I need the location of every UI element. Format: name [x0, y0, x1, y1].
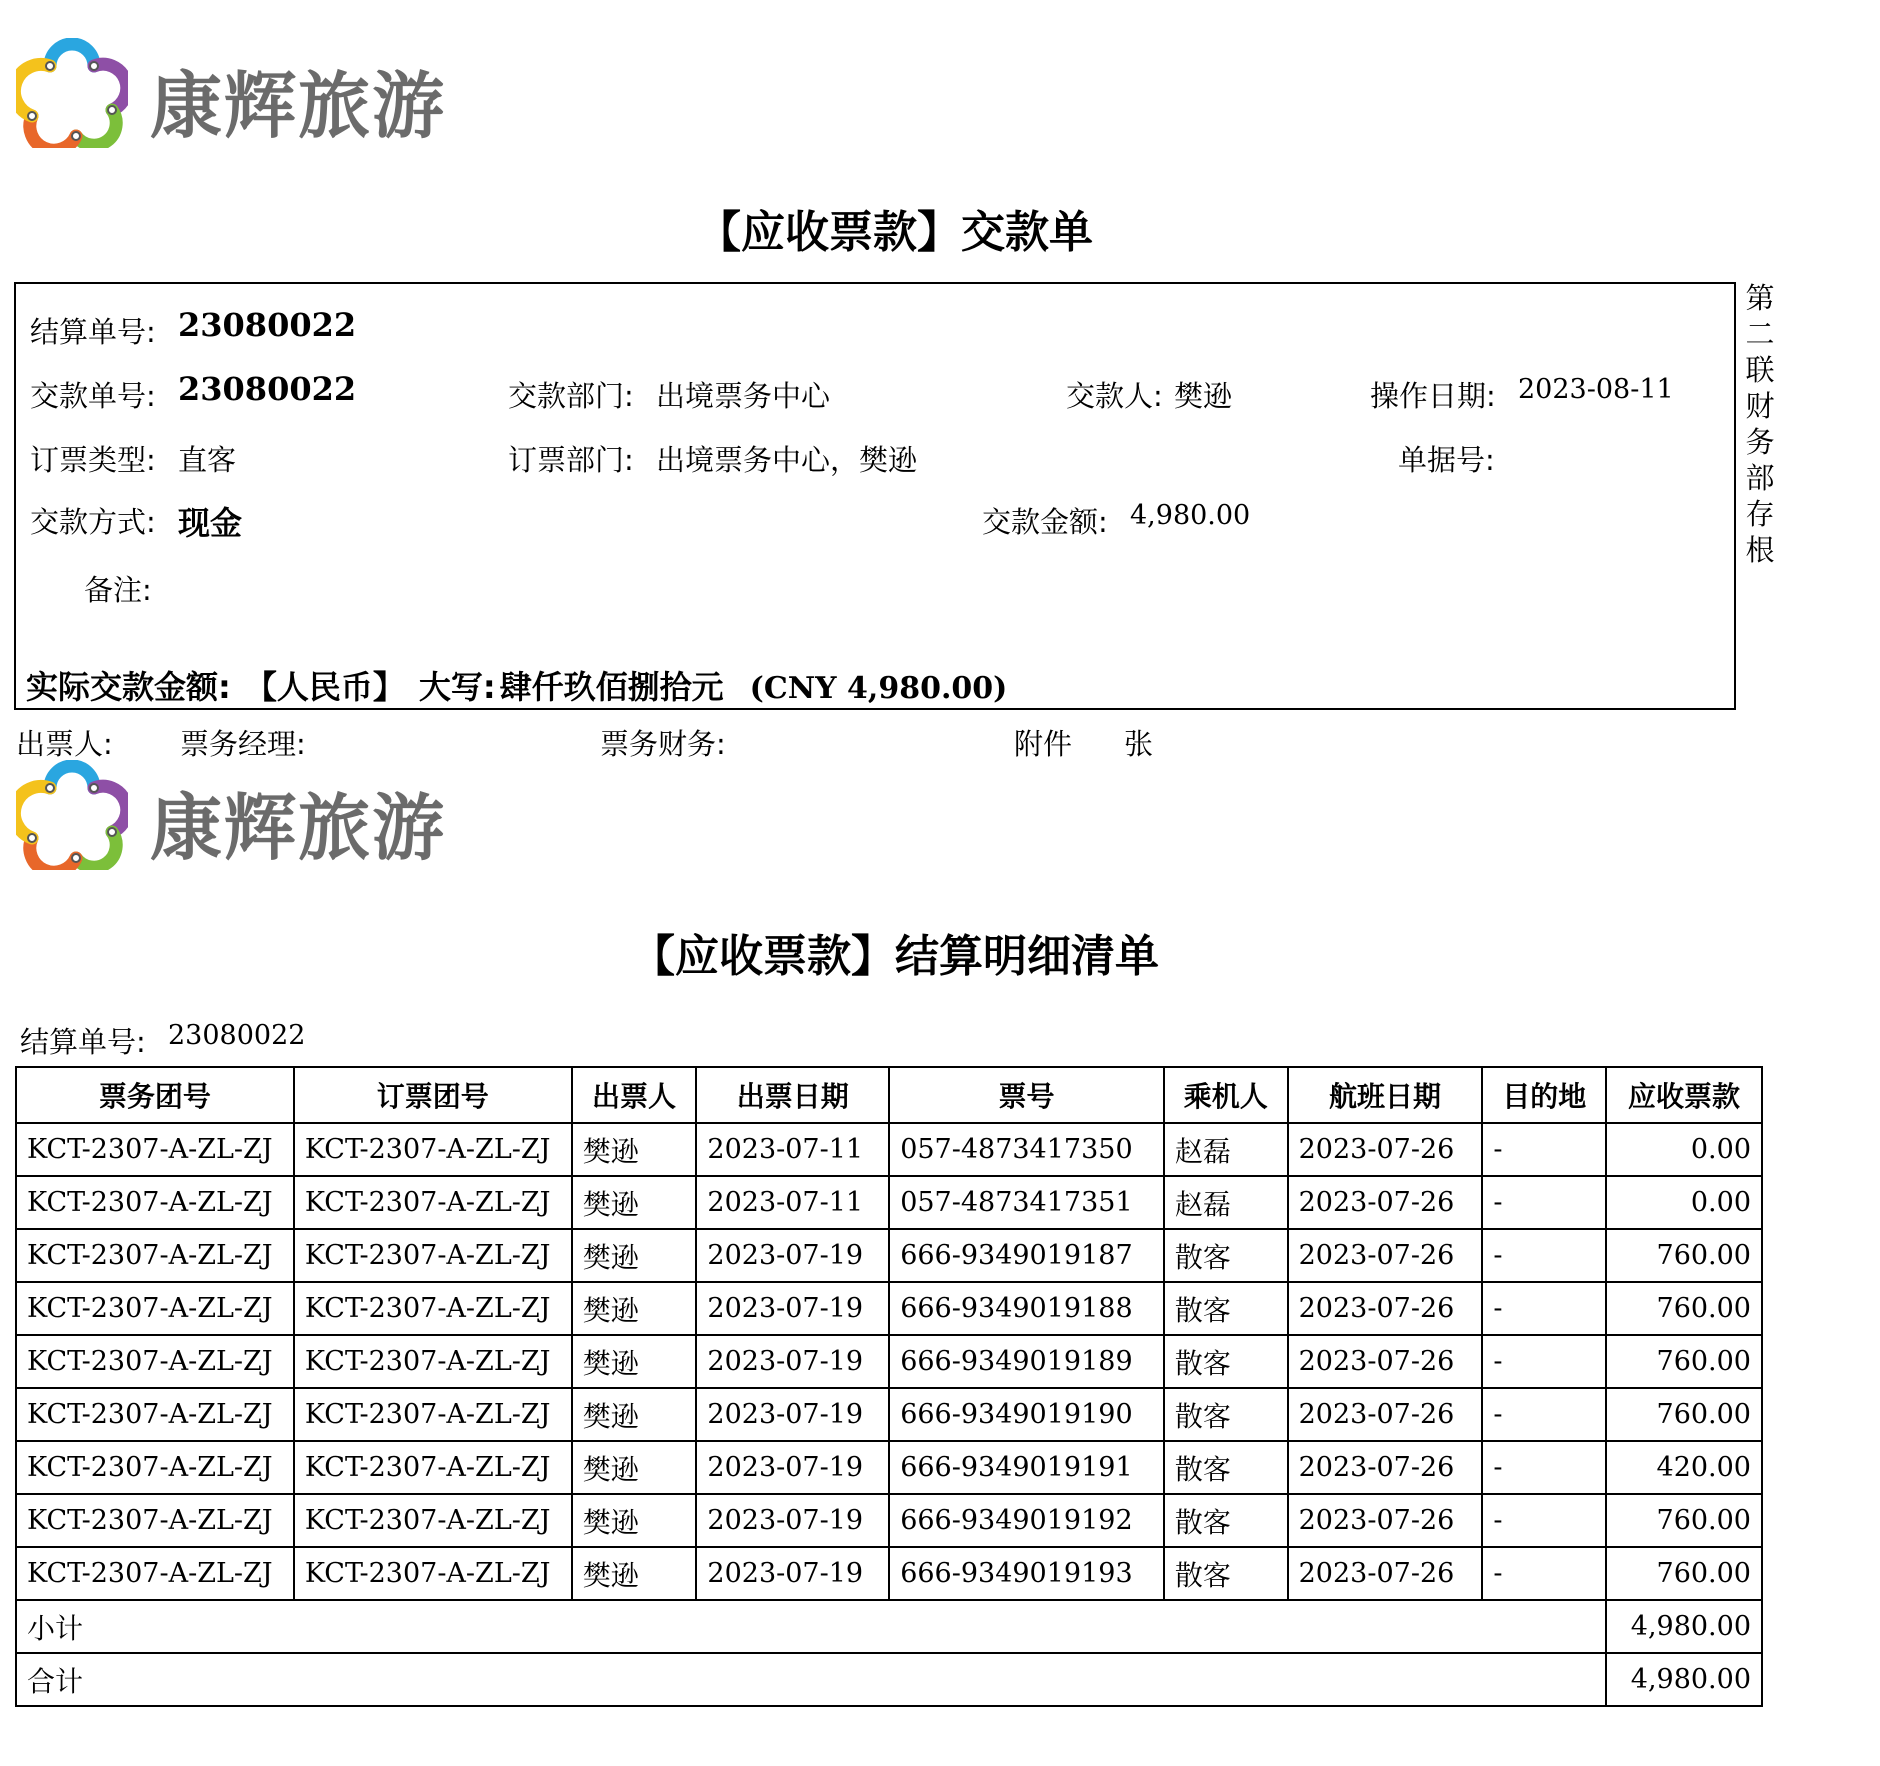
cell-flight-date: 2023-07-26	[1288, 1282, 1483, 1335]
copy-note-char: 部	[1745, 461, 1775, 495]
copy-note	[1742, 280, 1778, 568]
col-header: 航班日期	[1288, 1067, 1483, 1123]
cell-passenger: 散客	[1164, 1547, 1288, 1600]
cell-tour-group-no: KCT-2307-A-ZL-ZJ	[16, 1229, 294, 1282]
cell-issue-date: 2023-07-19	[696, 1282, 889, 1335]
issuer-signature: 出票人:	[16, 727, 113, 761]
settlement-no-label: 结算单号:	[30, 315, 156, 349]
cell-booking-group-no: KCT-2307-A-ZL-ZJ	[294, 1441, 572, 1494]
cell-issue-date: 2023-07-19	[696, 1441, 889, 1494]
op-date-label: 操作日期:	[1370, 379, 1496, 413]
cell-issue-date: 2023-07-11	[696, 1123, 889, 1176]
actual-amount-label: 实际交款金额:	[26, 668, 231, 706]
pay-dept-value: 出境票务中心	[656, 379, 831, 413]
amount-label: 交款金额:	[982, 505, 1108, 539]
copy-note-char: 务	[1745, 425, 1775, 459]
attachment-label: 附件	[1014, 727, 1073, 761]
cell-ticket-no: 666-9349019191	[889, 1441, 1164, 1494]
cell-issuer: 樊逊	[572, 1494, 697, 1547]
receipt-title: 【应收票款】交款单	[697, 207, 1093, 258]
cell-receivable: 420.00	[1606, 1441, 1762, 1494]
cell-tour-group-no: KCT-2307-A-ZL-ZJ	[16, 1176, 294, 1229]
col-header: 乘机人	[1164, 1067, 1288, 1123]
pay-method-value: 现金	[178, 504, 243, 542]
cell-flight-date: 2023-07-26	[1288, 1176, 1483, 1229]
cell-destination: -	[1482, 1547, 1606, 1600]
detail-settlement-no-label: 结算单号:	[20, 1025, 146, 1059]
ticket-type-label: 订票类型:	[30, 443, 156, 477]
cell-passenger: 散客	[1164, 1441, 1288, 1494]
table-row	[16, 1494, 1762, 1547]
cell-issuer: 樊逊	[572, 1335, 697, 1388]
cell-destination: -	[1482, 1176, 1606, 1229]
cell-issue-date: 2023-07-19	[696, 1547, 889, 1600]
amount-value: 4,980.00	[1130, 500, 1251, 531]
cell-passenger: 散客	[1164, 1494, 1288, 1547]
col-header: 出票人	[572, 1067, 697, 1123]
cell-issue-date: 2023-07-19	[696, 1494, 889, 1547]
cell-booking-group-no: KCT-2307-A-ZL-ZJ	[294, 1282, 572, 1335]
cell-tour-group-no: KCT-2307-A-ZL-ZJ	[16, 1494, 294, 1547]
cell-destination: -	[1482, 1335, 1606, 1388]
cell-ticket-no: 057-4873417350	[889, 1123, 1164, 1176]
subtotal-row	[16, 1600, 1762, 1653]
cell-receivable: 0.00	[1606, 1123, 1762, 1176]
cell-destination: -	[1482, 1229, 1606, 1282]
cell-destination: -	[1482, 1123, 1606, 1176]
cell-flight-date: 2023-07-26	[1288, 1494, 1483, 1547]
cell-ticket-no: 666-9349019187	[889, 1229, 1164, 1282]
cell-booking-group-no: KCT-2307-A-ZL-ZJ	[294, 1547, 572, 1600]
cell-ticket-no: 666-9349019188	[889, 1282, 1164, 1335]
cell-flight-date: 2023-07-26	[1288, 1441, 1483, 1494]
capital-amount: 肆仟玖佰捌拾元	[499, 668, 724, 706]
copy-note-char: 二	[1745, 317, 1775, 351]
detail-title: 【应收票款】结算明细清单	[631, 931, 1159, 982]
table-row	[16, 1335, 1762, 1388]
table-header-row	[16, 1067, 1762, 1123]
col-header: 应收票款	[1606, 1067, 1762, 1123]
cell-passenger: 散客	[1164, 1229, 1288, 1282]
cell-issue-date: 2023-07-11	[696, 1176, 889, 1229]
cell-receivable: 0.00	[1606, 1176, 1762, 1229]
cell-flight-date: 2023-07-26	[1288, 1123, 1483, 1176]
cell-receivable: 760.00	[1606, 1547, 1762, 1600]
table-row	[16, 1547, 1762, 1600]
table-row	[16, 1282, 1762, 1335]
cell-tour-group-no: KCT-2307-A-ZL-ZJ	[16, 1282, 294, 1335]
cell-passenger: 散客	[1164, 1388, 1288, 1441]
payer-value: 樊逊	[1174, 379, 1233, 413]
total-value: 4,980.00	[1606, 1653, 1762, 1706]
cell-booking-group-no: KCT-2307-A-ZL-ZJ	[294, 1123, 572, 1176]
ticket-type-value: 直客	[178, 443, 237, 477]
cell-issue-date: 2023-07-19	[696, 1229, 889, 1282]
cell-tour-group-no: KCT-2307-A-ZL-ZJ	[16, 1123, 294, 1176]
payer-label: 交款人:	[1066, 379, 1163, 413]
subtotal-value: 4,980.00	[1606, 1600, 1762, 1653]
payment-receipt	[14, 282, 1736, 710]
cell-booking-group-no: KCT-2307-A-ZL-ZJ	[294, 1335, 572, 1388]
total-label: 合计	[16, 1653, 1606, 1706]
cell-destination: -	[1482, 1388, 1606, 1441]
cell-issuer: 樊逊	[572, 1547, 697, 1600]
capital-label: 大写:	[418, 668, 496, 706]
subtotal-label: 小计	[16, 1600, 1606, 1653]
pay-dept-label: 交款部门:	[508, 379, 634, 413]
col-header: 票务团号	[16, 1067, 294, 1123]
payment-no-value: 23080022	[178, 370, 357, 408]
currency: 【人民币】	[244, 668, 405, 706]
copy-note-char: 存	[1745, 497, 1775, 531]
cell-ticket-no: 666-9349019193	[889, 1547, 1164, 1600]
table-row	[16, 1441, 1762, 1494]
op-date-value: 2023-08-11	[1518, 374, 1674, 405]
cell-ticket-no: 666-9349019192	[889, 1494, 1164, 1547]
cell-ticket-no: 057-4873417351	[889, 1176, 1164, 1229]
attachment-unit: 张	[1124, 727, 1154, 761]
copy-note-char: 财	[1745, 389, 1775, 423]
cny-amount: (CNY 4,980.00)	[749, 671, 1008, 706]
cell-receivable: 760.00	[1606, 1335, 1762, 1388]
cell-issuer: 樊逊	[572, 1388, 697, 1441]
cell-issuer: 樊逊	[572, 1229, 697, 1282]
table-row	[16, 1176, 1762, 1229]
cell-tour-group-no: KCT-2307-A-ZL-ZJ	[16, 1335, 294, 1388]
cell-issuer: 樊逊	[572, 1123, 697, 1176]
copy-note-char: 根	[1745, 533, 1775, 567]
manager-signature: 票务经理:	[180, 727, 306, 761]
settlement-no-value: 23080022	[178, 306, 357, 344]
cell-issuer: 樊逊	[572, 1282, 697, 1335]
cell-issue-date: 2023-07-19	[696, 1335, 889, 1388]
cell-receivable: 760.00	[1606, 1229, 1762, 1282]
cell-booking-group-no: KCT-2307-A-ZL-ZJ	[294, 1229, 572, 1282]
detail-settlement-no-value: 23080022	[168, 1020, 306, 1051]
cell-tour-group-no: KCT-2307-A-ZL-ZJ	[16, 1388, 294, 1441]
table-row	[16, 1123, 1762, 1176]
cell-booking-group-no: KCT-2307-A-ZL-ZJ	[294, 1388, 572, 1441]
cell-destination: -	[1482, 1282, 1606, 1335]
col-header: 票号	[889, 1067, 1164, 1123]
settlement-detail-table	[15, 1066, 1763, 1707]
col-header: 出票日期	[696, 1067, 889, 1123]
copy-note-char: 第	[1745, 281, 1775, 315]
actual-amount-line	[26, 662, 1021, 708]
flower-logo-icon	[16, 38, 128, 148]
table-row	[16, 1388, 1762, 1441]
cell-destination: -	[1482, 1494, 1606, 1547]
cell-flight-date: 2023-07-26	[1288, 1229, 1483, 1282]
cell-tour-group-no: KCT-2307-A-ZL-ZJ	[16, 1547, 294, 1600]
cell-destination: -	[1482, 1441, 1606, 1494]
cell-passenger: 赵磊	[1164, 1123, 1288, 1176]
cell-ticket-no: 666-9349019189	[889, 1335, 1164, 1388]
cell-receivable: 760.00	[1606, 1388, 1762, 1441]
cell-booking-group-no: KCT-2307-A-ZL-ZJ	[294, 1494, 572, 1547]
cell-passenger: 散客	[1164, 1282, 1288, 1335]
cell-flight-date: 2023-07-26	[1288, 1547, 1483, 1600]
col-header: 目的地	[1482, 1067, 1606, 1123]
pay-method-label: 交款方式:	[30, 505, 156, 539]
cell-issuer: 樊逊	[572, 1441, 697, 1494]
finance-signature: 票务财务:	[600, 727, 726, 761]
table-row	[16, 1229, 1762, 1282]
company-logo	[16, 38, 447, 148]
payment-no-label: 交款单号:	[30, 379, 156, 413]
book-dept-label: 订票部门:	[508, 443, 634, 477]
cell-flight-date: 2023-07-26	[1288, 1335, 1483, 1388]
cell-passenger: 赵磊	[1164, 1176, 1288, 1229]
cell-ticket-no: 666-9349019190	[889, 1388, 1164, 1441]
flower-logo-icon	[16, 760, 128, 870]
cell-booking-group-no: KCT-2307-A-ZL-ZJ	[294, 1176, 572, 1229]
col-header: 订票团号	[294, 1067, 572, 1123]
doc-no-label: 单据号:	[1398, 443, 1495, 477]
copy-note-char: 联	[1745, 353, 1775, 387]
book-dept-value: 出境票务中心，樊逊	[656, 443, 918, 477]
cell-receivable: 760.00	[1606, 1282, 1762, 1335]
cell-receivable: 760.00	[1606, 1494, 1762, 1547]
cell-flight-date: 2023-07-26	[1288, 1388, 1483, 1441]
cell-passenger: 散客	[1164, 1335, 1288, 1388]
cell-issue-date: 2023-07-19	[696, 1388, 889, 1441]
brand-name: 康辉旅游	[150, 64, 447, 148]
cell-tour-group-no: KCT-2307-A-ZL-ZJ	[16, 1441, 294, 1494]
company-logo	[16, 760, 447, 870]
cell-issuer: 樊逊	[572, 1176, 697, 1229]
remark-label: 备注:	[84, 573, 152, 607]
total-row	[16, 1653, 1762, 1706]
brand-name: 康辉旅游	[150, 786, 447, 870]
